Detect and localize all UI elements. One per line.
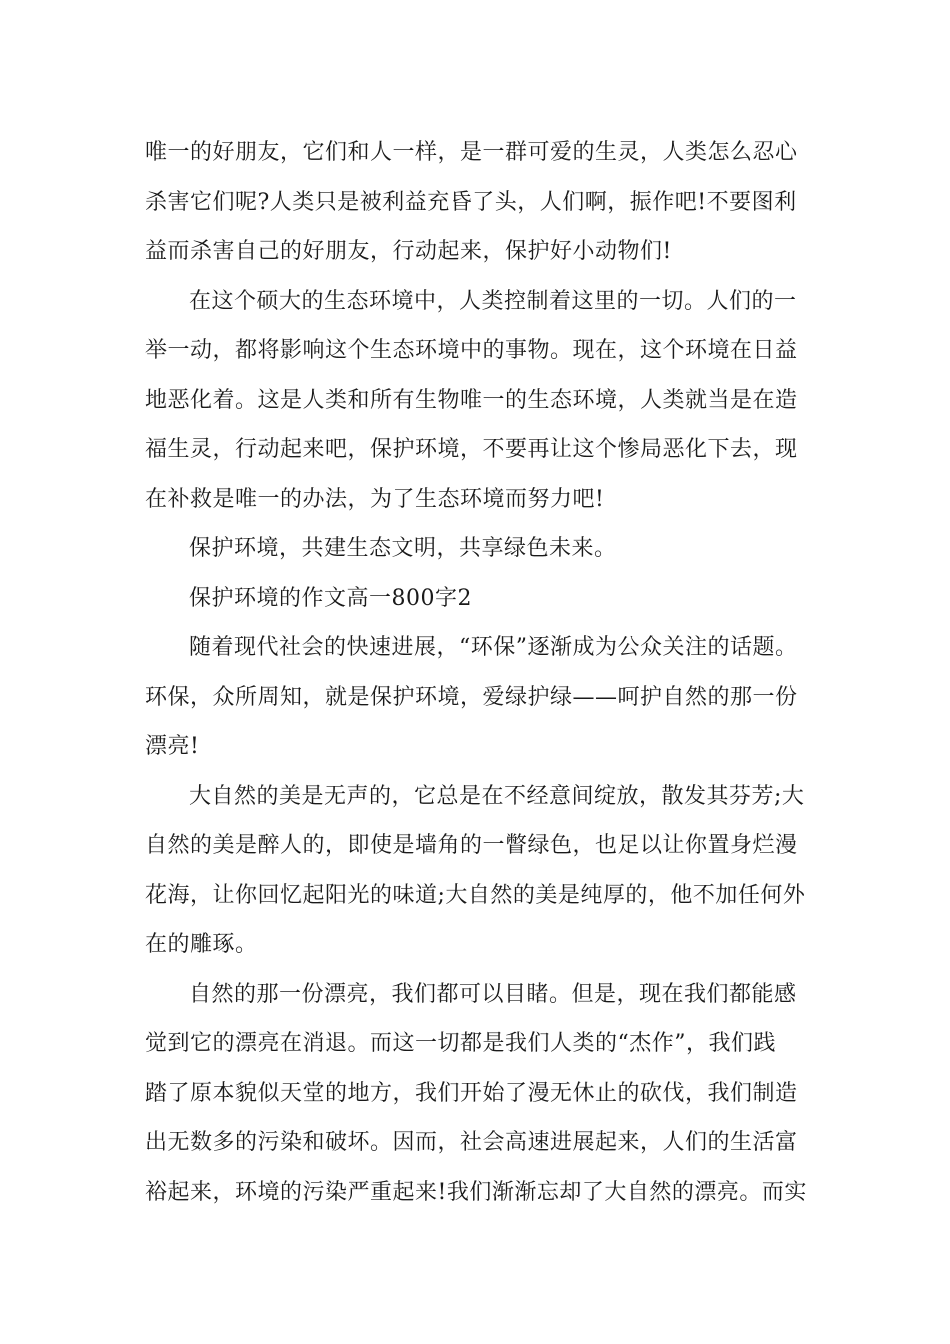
text-line: 裕起来，环境的污染严重起来!我们渐渐忘却了大自然的漂亮。而实: [145, 1179, 807, 1205]
text-line: 唯一的好朋友，它们和人一样，是一群可爱的生灵，人类怎么忍心: [145, 140, 798, 165]
text-line: 自然的美是醉人的，即使是墙角的一瞥绿色，也足以让你置身烂漫: [145, 833, 798, 858]
text-line: 觉到它的漂亮在消退。而这一切都是我们人类的“杰作”，我们践: [145, 1031, 776, 1056]
text-line: 在这个硕大的生态环境中，人类控制着这里的一切。人们的一: [189, 288, 797, 314]
document-body: [145, 128, 825, 1217]
text-line: 举一动，都将影响这个生态环境中的事物。现在，这个环境在日益: [145, 338, 798, 363]
text-line: 保护环境，共建生态文明，共享绿色未来。: [189, 536, 617, 561]
text-line: 大自然的美是无声的，它总是在不经意间绽放，散发其芬芳;大: [189, 783, 805, 809]
text-line: 随着现代社会的快速进展，“环保”逐渐成为公众关注的话题。: [189, 635, 798, 660]
text-line: 出无数多的污染和破坏。因而，社会高速进展起来，人们的生活富: [145, 1130, 798, 1155]
text-line: 环保，众所周知，就是保护环境，爱绿护绿——呵护自然的那一份: [145, 684, 798, 710]
text-line: 漂亮!: [145, 734, 200, 759]
text-line: 自然的那一份漂亮，我们都可以目睹。但是，现在我们都能感: [189, 981, 797, 1007]
text-line: 保护环境的作文高一800字2: [189, 585, 472, 611]
text-line: 福生灵，行动起来吧，保护环境，不要再让这个惨局恶化下去，现: [145, 437, 798, 462]
text-line: 踏了原本貌似天堂的地方，我们开始了漫无休止的砍伐，我们制造: [145, 1080, 798, 1106]
text-line: 花海，让你回忆起阳光的味道;大自然的美是纯厚的，他不加任何外: [145, 882, 806, 908]
text-line: 杀害它们呢?人类只是被利益充昏了头，人们啊，振作吧!不要图利: [145, 189, 797, 215]
text-line: 在补救是唯一的办法，为了生态环境而努力吧!: [145, 486, 605, 512]
text-line: 益而杀害自己的好朋友，行动起来，保护好小动物们!: [145, 239, 672, 264]
text-line: 在的雕琢。: [145, 932, 258, 957]
text-line: 地恶化着。这是人类和所有生物唯一的生态环境，人类就当是在造: [145, 387, 798, 413]
